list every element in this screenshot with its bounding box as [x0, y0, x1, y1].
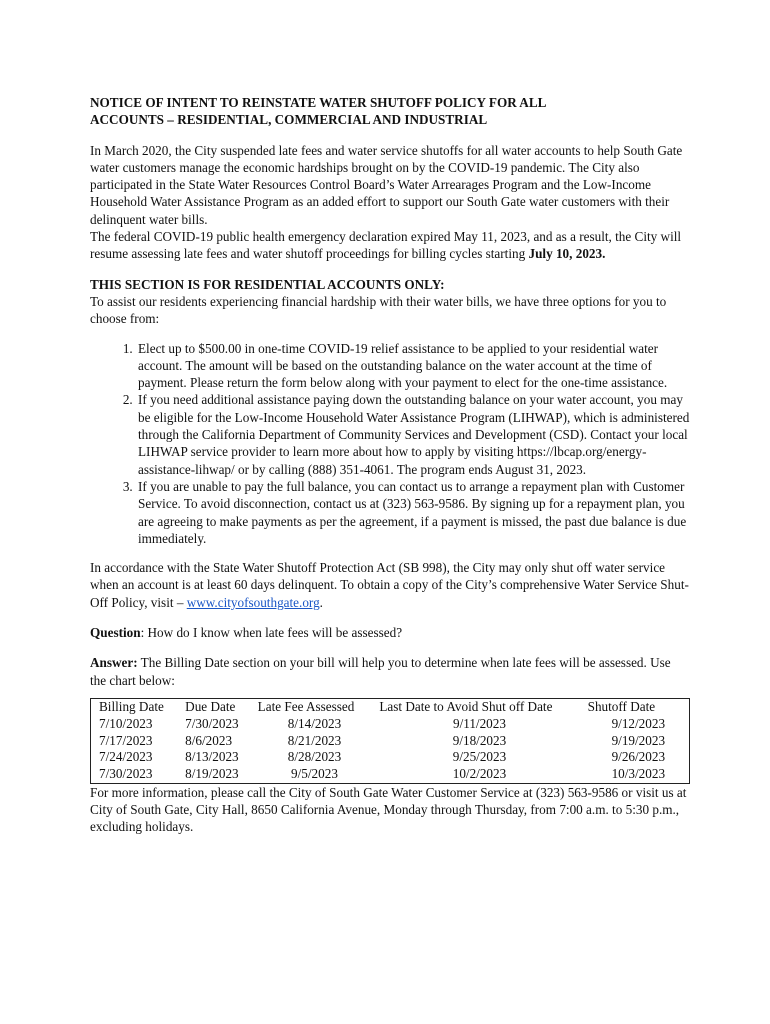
question-label: Question — [90, 625, 141, 641]
answer — [90, 654, 690, 689]
cell-shutoff-date: 9/19/2023 — [611, 732, 666, 748]
notice-document — [90, 94, 690, 836]
cell-shutoff-date: 10/3/2023 — [611, 766, 666, 782]
title-line-2: ACCOUNTS – RESIDENTIAL, COMMERCIAL AND INDUSTRIAL — [90, 112, 488, 128]
answer-label: Answer: — [90, 655, 138, 671]
option-item: 2. If you need additional assistance paying down the outstanding balance on your water account, you may be eligible for the Low-Income Household Water Assistance Program (LIHWAP), which is administered through the California Department of Community Services and Development (CSD). Contact your local LIHWAP service provider to learn more about how to apply by visiting https://lbcap.org/energy-assistance-lihwap/ or by calling (888) 351-4061. The program ends August 31, 2023. — [136, 391, 690, 477]
city-website-link[interactable]: www.cityofsouthgate.org — [186, 594, 320, 610]
table-row — [91, 733, 690, 750]
residential-heading: THIS SECTION IS FOR RESIDENTIAL ACCOUNTS ONLY: — [90, 276, 445, 292]
header-billing-date: Billing Date — [99, 698, 164, 714]
option-item: 3. If you are unable to pay the full balance, you can contact us to arrange a repayment plan with Customer Service. To avoid disconnection, contact us at (323) 563-9586. By signing up for a repayment plan, you are agreeing to make payments as per the agreement, if a payment is missed, the past due balance is due immediately. — [136, 478, 690, 547]
cell-late-fee: 8/21/2023 — [287, 732, 342, 748]
header-late-fee-assessed: Late Fee Assessed — [257, 698, 355, 714]
emergency-text: The federal COVID-19 public health emergency declaration expired May 11, 2023, and as a result, the City will resume assessing late fees and water shutoff proceedings for billing cycles starting — [90, 229, 682, 262]
sb998-end: . — [319, 594, 323, 610]
cell-billing-date: 7/24/2023 — [99, 749, 153, 765]
question — [90, 624, 690, 641]
cell-due-date: 8/19/2023 — [185, 766, 239, 782]
residential-lead: To assist our residents experiencing financial hardship with their water bills, we have three options for you to choose from: — [90, 293, 667, 327]
cell-shutoff-date: 9/12/2023 — [611, 715, 666, 731]
cell-due-date: 8/6/2023 — [185, 732, 233, 748]
resume-date: July 10, 2023. — [528, 246, 606, 262]
cell-billing-date: 7/10/2023 — [99, 715, 153, 731]
table-row — [91, 766, 690, 783]
header-shutoff-date: Shutoff Date — [587, 698, 656, 714]
table-row — [91, 716, 690, 733]
cell-last-date: 9/25/2023 — [452, 749, 507, 765]
notice-title — [90, 94, 690, 129]
table-row — [91, 749, 690, 766]
cell-last-date: 9/18/2023 — [452, 732, 507, 748]
cell-late-fee: 9/5/2023 — [291, 766, 338, 782]
cell-shutoff-date: 9/26/2023 — [611, 749, 666, 765]
emergency-paragraph — [90, 228, 690, 263]
table-header-row — [91, 698, 690, 715]
late-fee-schedule-table — [90, 698, 690, 784]
intro-paragraph: In March 2020, the City suspended late fees and water service shutoffs for all water accounts to help South Gate water customers manage the economic hardships brought on by the COVID-19 pandemic. The City also participated in the State Water Resources Control Board’s Water Arrearages Program and the Low-Income Household Water Assistance Program as an added effort to support our South Gate water customers with their delinquent water bills. — [90, 142, 683, 227]
header-last-date-avoid-shutoff: Last Date to Avoid Shut off Date — [379, 698, 553, 714]
cell-late-fee: 8/28/2023 — [287, 749, 342, 765]
assistance-options-list — [90, 340, 690, 548]
contact-paragraph: For more information, please call the City of South Gate Water Customer Service at (323) 563-9586 or visit us at City of South Gate, City Hall, 8650 California Avenue, Monday through Thursday, from 7:00 a.m. to 5:30 p.m., excluding holidays. — [90, 784, 687, 835]
cell-billing-date: 7/30/2023 — [99, 766, 153, 782]
header-due-date: Due Date — [185, 698, 236, 714]
option-item: 1. Elect up to $500.00 in one-time COVID-19 relief assistance to be applied to your residential water account. The amount will be based on the outstanding balance on the water account at the time of payment. Please return the form below along with your payment to elect for the one-time assistance. — [136, 340, 690, 392]
sb998-text: In accordance with the State Water Shutoff Protection Act (SB 998), the City may only shut off water service when an account is at least 60 days delinquent. To obtain a copy of the City’s comprehensive Water Service Shut-Off Policy, visit – — [90, 560, 689, 610]
answer-text: The Billing Date section on your bill will help you to determine when late fees will be assessed. Use the chart below: — [90, 655, 671, 688]
question-text: : How do I know when late fees will be assessed? — [140, 625, 403, 641]
cell-last-date: 9/11/2023 — [452, 715, 506, 731]
cell-last-date: 10/2/2023 — [452, 766, 507, 782]
cell-billing-date: 7/17/2023 — [99, 732, 153, 748]
cell-due-date: 7/30/2023 — [185, 715, 239, 731]
cell-late-fee: 8/14/2023 — [287, 715, 342, 731]
cell-due-date: 8/13/2023 — [185, 749, 239, 765]
sb998-paragraph — [90, 559, 690, 611]
title-line-1: NOTICE OF INTENT TO REINSTATE WATER SHUTOFF POLICY FOR ALL — [90, 95, 547, 110]
